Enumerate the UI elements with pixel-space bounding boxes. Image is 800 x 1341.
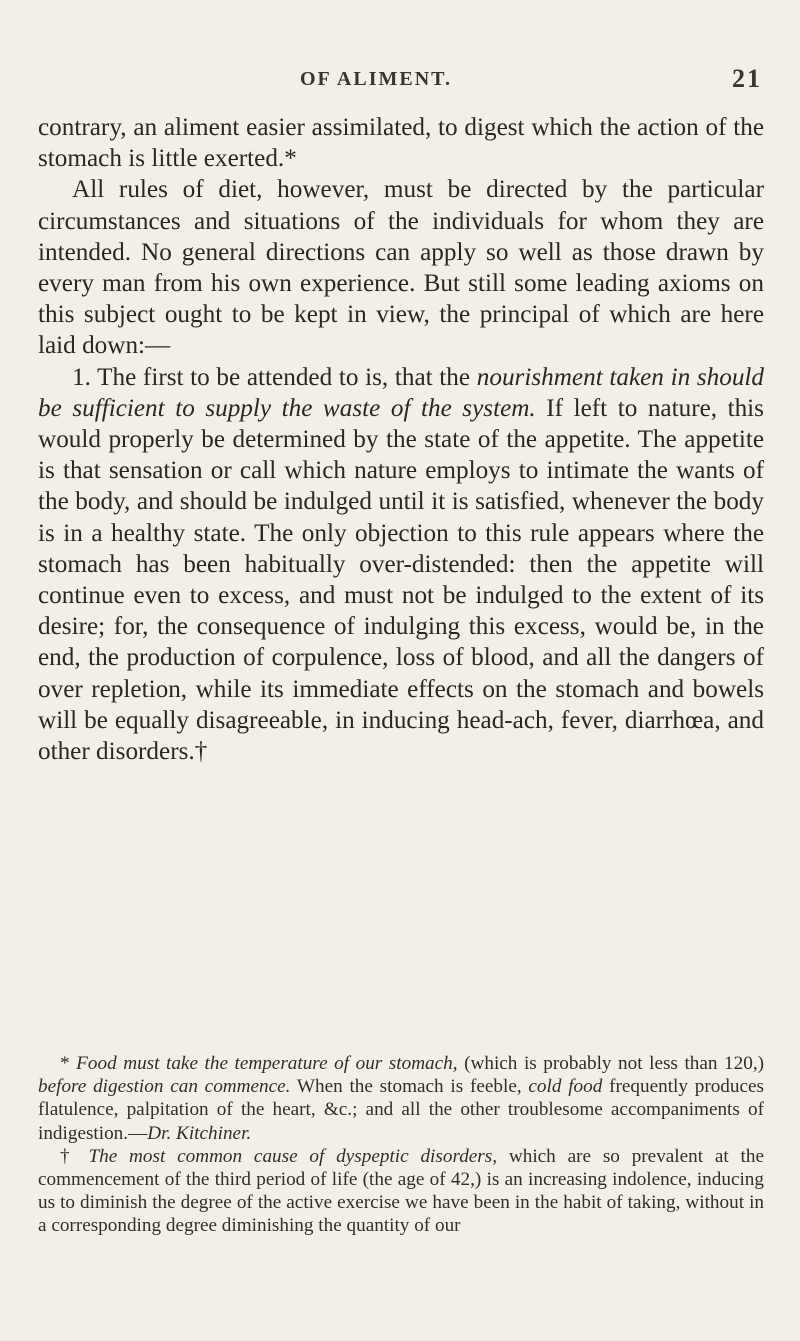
first-axiom-rest: If left to nature, this would properly be determined by the state of the appetite. The appetite is that sensation or call which nature employs to intimate the wants of the body, and should be indulged until it is satisfied, whenever the body is in a healthy state. The only objection to this rule appears where the stomach has been habitually over-distended: then the appetite will continue even to excess, and must not be indulged to the extent of its desire; for, the consequence of indulging this excess, would be, in the end, the production of corpulence, loss of blood, and all the dangers of over repletion, while its immediate effects on the stomach and bowels will be equally disagreeable, in inducing head-ach, fever, diarrhœa, and other disorders.† bbox=[38, 394, 764, 766]
footnote-asterisk bbox=[38, 1052, 764, 1145]
paragraph-diet-rules: All rules of diet, however, must be directed by the particular circumstances and situations of the individuals for whom they are intended. No general directions can apply so well as those drawn by every man from his own experience. But still some leading axioms on this subject ought to be kept in view, the principal of which are here laid down:— bbox=[38, 176, 764, 360]
footnote-asterisk-mid: (which is probably not less than 120,) bbox=[457, 1053, 765, 1074]
footnote-asterisk-italic-b: before digestion can commence. bbox=[38, 1076, 291, 1098]
first-axiom-italic: nourishment taken in should be sufficient to supply the waste of the system. bbox=[38, 363, 764, 422]
footnote-asterisk-author: Dr. Kitchiner. bbox=[147, 1122, 252, 1144]
paragraph-first-axiom bbox=[38, 362, 764, 768]
paragraph-continuation: contrary, an aliment easier assimilated, to digest which the action of the stomach is little exerted.* bbox=[38, 114, 764, 173]
footnote-asterisk-italic-a: Food must take the temperature of our stomach, bbox=[76, 1053, 458, 1074]
footnote-asterisk-mark: * bbox=[60, 1053, 77, 1074]
footnote-dagger-rest: which are so prevalent at the commencement of the third period of life (the age of 42,) is an increasing indolence, inducing us to diminish the degree of the active exercise we have been in the habit of taking, without in a corresponding degree diminishing the quantity of our bbox=[38, 1145, 764, 1237]
footnote-dagger-italic: The most common cause of dyspeptic disorders, bbox=[88, 1145, 498, 1167]
running-title: OF ALIMENT. bbox=[300, 68, 453, 90]
footnotes bbox=[38, 1052, 764, 1238]
footnote-dagger bbox=[38, 1145, 764, 1238]
running-head bbox=[300, 64, 762, 96]
footnote-asterisk-rest-a: When the stomach is feeble, bbox=[290, 1076, 529, 1098]
body-text bbox=[38, 112, 764, 767]
footnote-dagger-mark: † bbox=[60, 1145, 89, 1167]
page-number: 21 bbox=[732, 64, 762, 93]
footnote-asterisk-rest-b: frequently produces flatulence, palpitation of the heart, &c.; and all the other troublesome accompaniments of indigestion.— bbox=[38, 1076, 764, 1144]
footnote-asterisk-italic-c: cold food bbox=[528, 1076, 603, 1098]
first-axiom-lead: 1. The first to be attended to is, that the bbox=[72, 363, 477, 391]
